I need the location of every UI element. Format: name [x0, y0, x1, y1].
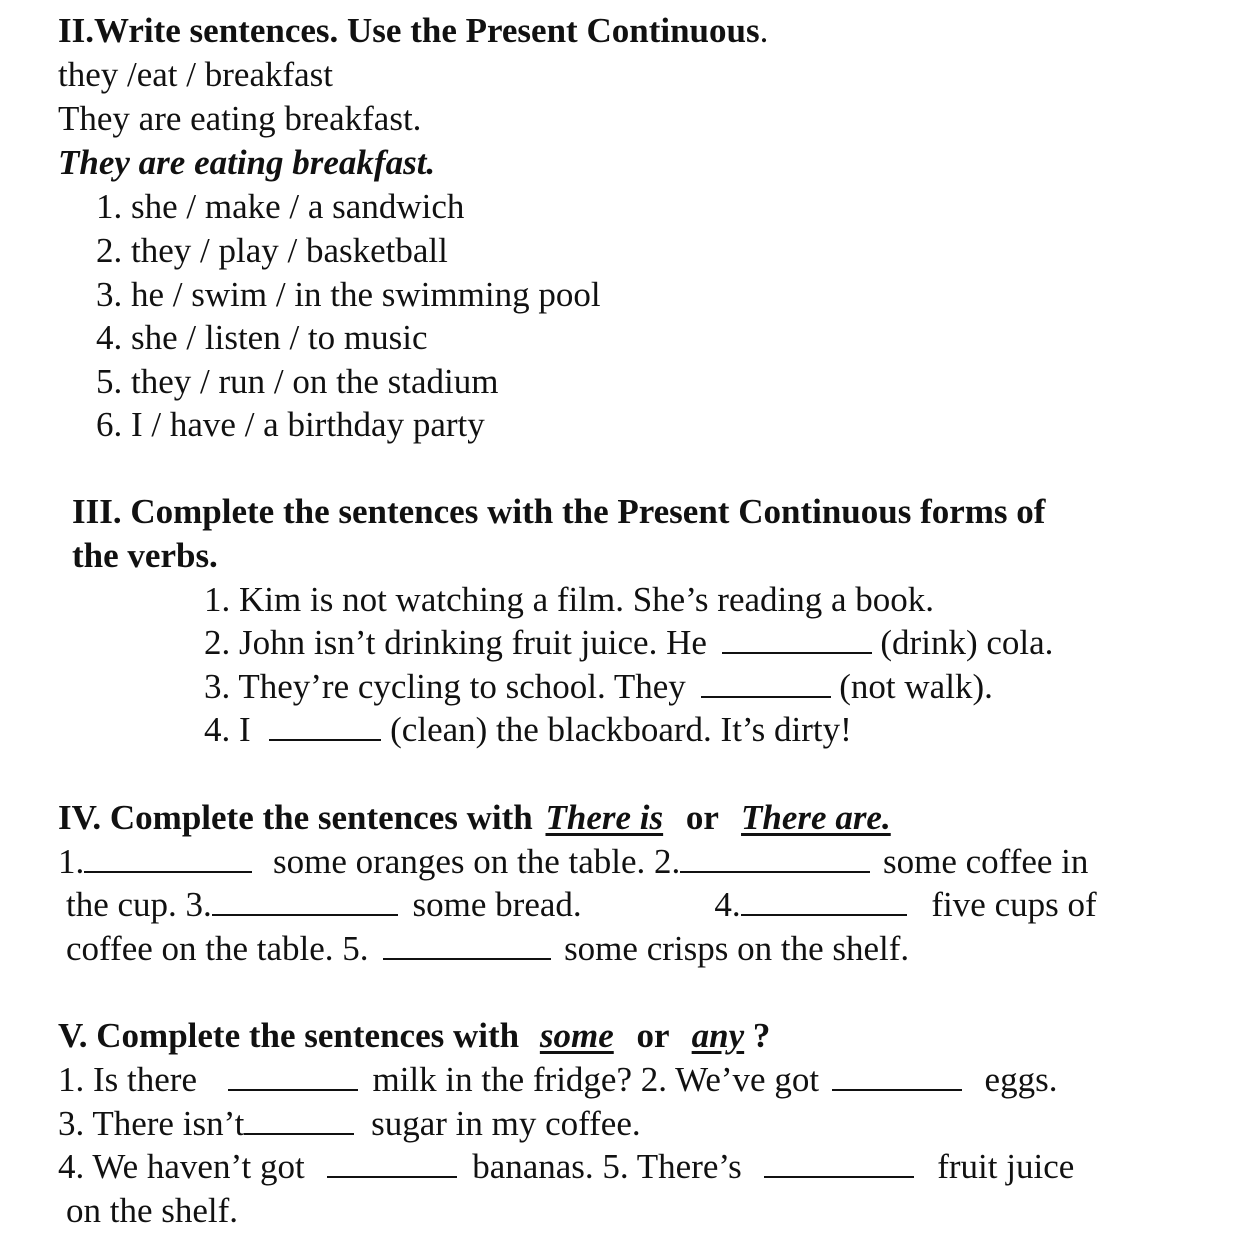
list-item: 6. I / have / a birthday party [96, 405, 485, 444]
example-prompt: they /eat / breakfast [58, 55, 334, 94]
item-text: 3. They’re cycling to school. They [204, 667, 686, 706]
exercise-5-line-1 [58, 1058, 1057, 1102]
example-answer-emphasis: They are eating breakfast. [58, 143, 436, 182]
section-3-heading-line2: the verbs. [72, 536, 218, 575]
list-item: 1. she / make / a sandwich [96, 187, 465, 226]
item-text: bananas. 5. There’s [472, 1147, 742, 1186]
answer-blank[interactable] [212, 884, 398, 916]
section-5-heading [58, 1014, 770, 1058]
item-text: 1. Is there [58, 1060, 197, 1099]
answer-blank[interactable] [327, 1146, 457, 1178]
example-answer: They are eating breakfast. [58, 99, 422, 138]
exercise-5-line-3 [58, 1145, 1074, 1189]
answer-blank[interactable] [680, 841, 870, 873]
answer-blank[interactable] [741, 884, 907, 916]
answer-blank[interactable] [228, 1059, 358, 1091]
item-text: fruit juice [937, 1147, 1075, 1186]
item-text: some bread. [412, 885, 582, 924]
item-text: 3. There isn’t [58, 1104, 245, 1143]
any-label: any [691, 1016, 745, 1055]
heading-text: V. Complete the sentences with [58, 1016, 520, 1055]
answer-blank[interactable] [269, 709, 381, 741]
item-text: coffee on the table. 5. [66, 929, 369, 968]
exercise-5-line-2 [58, 1102, 641, 1146]
answer-blank[interactable] [764, 1146, 914, 1178]
some-label: some [539, 1016, 614, 1055]
answer-blank[interactable] [84, 841, 252, 873]
answer-blank[interactable] [383, 928, 551, 960]
item-text: 1. [58, 842, 85, 881]
answer-blank[interactable] [832, 1059, 962, 1091]
answer-blank[interactable] [244, 1103, 354, 1135]
exercise-4-line-2 [66, 883, 1097, 927]
item-text: some crisps on the shelf. [564, 929, 910, 968]
item-text: five cups of [931, 885, 1097, 924]
item-text: sugar in my coffee. [371, 1104, 641, 1143]
item-text: 2. John isn’t drinking fruit juice. He [204, 623, 707, 662]
answer-blank[interactable] [701, 666, 831, 698]
list-item: 3. he / swim / in the swimming pool [96, 275, 601, 314]
heading-text: IV. Complete the sentences with [58, 798, 533, 837]
there-are-label: There are. [741, 798, 891, 837]
item-text: (clean) the blackboard. It’s dirty! [390, 710, 852, 749]
exercise-3-item-3 [204, 665, 993, 709]
section-2-heading-period: . [759, 11, 769, 50]
item-text: the cup. 3. [66, 885, 212, 924]
there-is-label: There is [545, 798, 664, 837]
answer-blank[interactable] [722, 622, 872, 654]
exercise-3-item-1: 1. Kim is not watching a film. She’s reading a book. [204, 580, 935, 619]
heading-question-mark: ? [752, 1016, 771, 1055]
item-text: 4. I [204, 710, 251, 749]
list-item: 2. they / play / basketball [96, 231, 448, 270]
heading-or: or [636, 1016, 669, 1055]
section-4-heading [58, 796, 891, 840]
item-text: some oranges on the table. 2. [273, 842, 681, 881]
item-text: (not walk). [839, 667, 993, 706]
exercise-5-line-4: on the shelf. [66, 1191, 239, 1230]
item-text: 4. [714, 885, 741, 924]
exercise-4-line-1 [58, 840, 1088, 884]
section-2-heading-text: II.Write sentences. Use the Present Continuous [58, 11, 760, 50]
section-3-heading-line1: III. Complete the sentences with the Present Continuous forms of [72, 492, 1046, 531]
item-text: (drink) cola. [880, 623, 1054, 662]
exercise-3-item-2 [204, 621, 1053, 665]
exercise-4-line-3 [66, 927, 909, 971]
list-item: 4. she / listen / to music [96, 318, 428, 357]
section-2-heading [58, 9, 768, 53]
heading-or: or [685, 798, 719, 837]
item-text: 4. We haven’t got [58, 1147, 305, 1186]
item-text: some coffee in [883, 842, 1089, 881]
item-text: milk in the fridge? 2. We’ve got [372, 1060, 820, 1099]
list-item: 5. they / run / on the stadium [96, 362, 499, 401]
item-text: eggs. [984, 1060, 1058, 1099]
exercise-3-item-4 [204, 708, 852, 752]
